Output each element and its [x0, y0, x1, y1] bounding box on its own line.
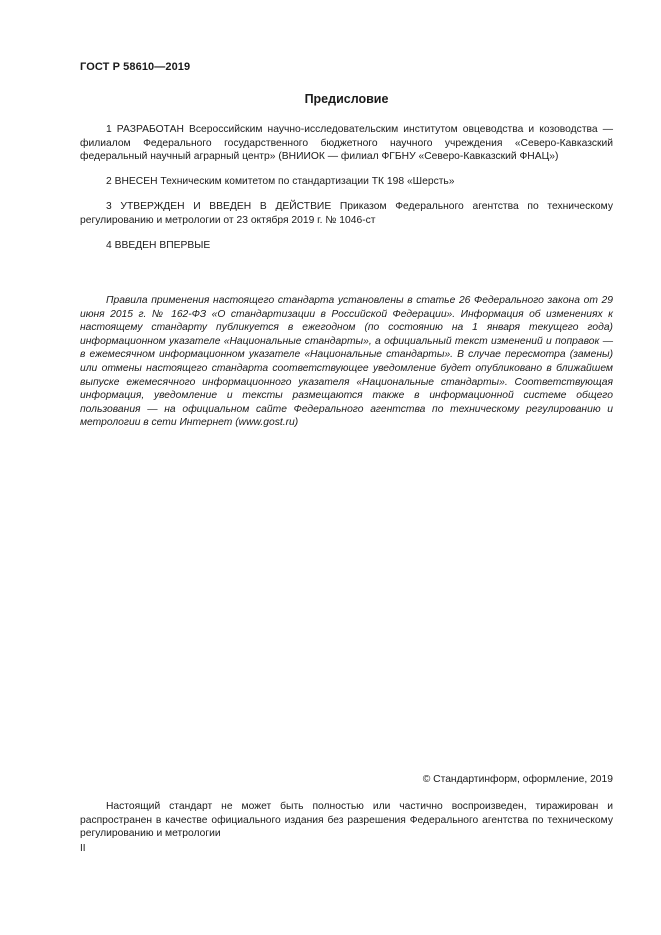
- paragraph-developed-by: 1 РАЗРАБОТАН Всероссийским научно-исследовательским институтом овцеводства и козоводства — филиалом Федерального государственного бюджетного научного учреждения «Северо-Кавказский федеральный научный аграрный центр» (ВНИИОК — филиал ФГБНУ «Северо-Кавказский ФНАЦ»): [80, 124, 613, 163]
- page-title: Предисловие: [304, 92, 389, 106]
- paragraph-introduced-by: 2 ВНЕСЕН Техническим комитетом по стандартизации ТК 198 «Шерсть»: [106, 176, 455, 187]
- copyright-line: © Стандартинформ, оформление, 2019: [422, 774, 613, 785]
- paragraph-first-introduced: 4 ВВЕДЕН ВПЕРВЫЕ: [106, 240, 211, 251]
- standard-code: ГОСТ Р 58610—2019: [80, 61, 191, 73]
- reproduction-rights-notice: Настоящий стандарт не может быть полностью или частично воспроизведен, тиражирован и распространен в качестве официального издания без разрешения Федерального агентства по техническому регулированию и метрологии: [80, 801, 613, 840]
- page-number: II: [80, 843, 86, 854]
- paragraph-approved: 3 УТВЕРЖДЕН И ВВЕДЕН В ДЕЙСТВИЕ Приказом Федерального агентства по техническому регулированию и метрологии от 23 октября 2019 г. № 1046-ст: [80, 201, 613, 226]
- application-rules-note: Правила применения настоящего стандарта установлены в статье 26 Федерального закона от 29 июня 2015 г. № 162-ФЗ «О стандартизации в Российской Федерации». Информация об изменениях к настоящему стандарту публикуется в ежегодном (по состоянию на 1 января текущего года) информационном указателе «Национальные стандарты», а официальный текст изменений и поправок — в ежемесячном информационном указателе «Национальные стандарты». В случае пересмотра (замены) или отмены настоящего стандарта соответствующее уведомление будет опубликовано в ближайшем выпуске ежемесячного информационного указателя «Национальные стандарты». Соответствующая информация, уведомление и тексты размещаются также в информационной системе общего пользования — на официальном сайте Федерального агентства по техническому регулированию и метрологии в сети Интернет (www.gost.ru): [80, 295, 613, 429]
